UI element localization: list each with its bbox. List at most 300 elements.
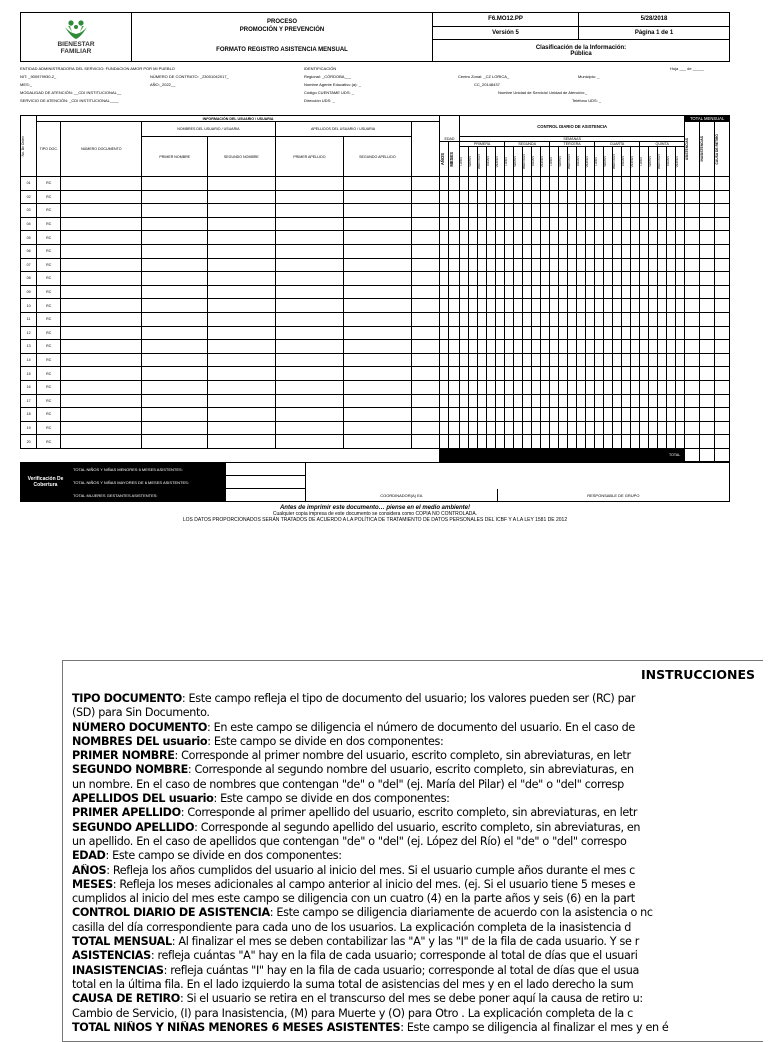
entry-cell[interactable] — [604, 435, 613, 449]
entry-cell[interactable] — [411, 231, 439, 245]
entry-cell[interactable] — [449, 285, 460, 299]
entry-cell[interactable] — [439, 326, 448, 340]
entry-cell[interactable] — [676, 421, 685, 435]
entry-cell[interactable] — [449, 326, 460, 340]
entry-cell[interactable] — [142, 367, 208, 381]
entry-cell[interactable] — [595, 244, 604, 258]
entry-cell[interactable] — [541, 408, 550, 422]
entry-cell[interactable] — [640, 285, 649, 299]
entry-cell[interactable] — [586, 204, 595, 218]
entry-cell[interactable] — [604, 340, 613, 354]
entry-cell[interactable] — [469, 244, 478, 258]
entry-cell[interactable] — [568, 204, 577, 218]
entry-cell[interactable] — [487, 272, 496, 286]
entry-cell[interactable] — [577, 408, 586, 422]
entry-cell[interactable] — [487, 258, 496, 272]
entry-cell[interactable] — [604, 394, 613, 408]
entry-cell[interactable] — [622, 190, 631, 204]
entry-cell[interactable] — [478, 231, 487, 245]
entry-cell[interactable] — [61, 177, 142, 191]
entry-cell[interactable] — [496, 177, 505, 191]
entry-cell[interactable] — [714, 394, 729, 408]
entry-cell[interactable] — [604, 244, 613, 258]
entry-cell[interactable] — [487, 326, 496, 340]
entry-cell[interactable] — [700, 394, 715, 408]
entry-cell[interactable] — [667, 312, 676, 326]
entry-cell[interactable] — [631, 367, 640, 381]
entry-cell[interactable] — [631, 231, 640, 245]
entry-cell[interactable] — [275, 367, 344, 381]
entry-cell[interactable] — [649, 326, 658, 340]
entry-cell[interactable] — [478, 217, 487, 231]
entry-cell[interactable] — [649, 421, 658, 435]
entry-cell[interactable] — [505, 353, 514, 367]
entry-cell[interactable] — [676, 435, 685, 449]
entry-cell[interactable] — [714, 190, 729, 204]
entry-cell[interactable] — [142, 299, 208, 313]
entry-cell[interactable] — [514, 421, 523, 435]
entry-cell[interactable] — [514, 177, 523, 191]
entry-cell[interactable] — [61, 299, 142, 313]
entry-cell[interactable] — [586, 367, 595, 381]
entry-cell[interactable] — [523, 177, 532, 191]
entry-cell[interactable] — [460, 421, 469, 435]
entry-cell[interactable] — [496, 367, 505, 381]
entry-cell[interactable] — [714, 244, 729, 258]
entry-cell[interactable] — [449, 204, 460, 218]
entry-cell[interactable] — [275, 204, 344, 218]
entry-cell[interactable] — [586, 380, 595, 394]
entry-cell[interactable] — [478, 285, 487, 299]
entry-cell[interactable] — [622, 299, 631, 313]
entry-cell[interactable] — [514, 190, 523, 204]
entry-cell[interactable] — [613, 394, 622, 408]
entry-cell[interactable] — [568, 177, 577, 191]
entry-cell[interactable] — [61, 435, 142, 449]
entry-cell[interactable] — [595, 177, 604, 191]
entry-cell[interactable] — [61, 421, 142, 435]
menores-value[interactable] — [226, 463, 306, 476]
entry-cell[interactable] — [449, 190, 460, 204]
entry-cell[interactable] — [505, 408, 514, 422]
entry-cell[interactable] — [550, 353, 559, 367]
entry-cell[interactable] — [714, 177, 729, 191]
entry-cell[interactable] — [714, 421, 729, 435]
entry-cell[interactable] — [208, 367, 275, 381]
entry-cell[interactable] — [275, 421, 344, 435]
entry-cell[interactable] — [658, 380, 667, 394]
entry-cell[interactable] — [667, 326, 676, 340]
entry-cell[interactable] — [541, 394, 550, 408]
entry-cell[interactable] — [541, 190, 550, 204]
entry-cell[interactable] — [496, 204, 505, 218]
entry-cell[interactable] — [550, 299, 559, 313]
entry-cell[interactable] — [577, 435, 586, 449]
entry-cell[interactable] — [496, 190, 505, 204]
entry-cell[interactable] — [604, 353, 613, 367]
entry-cell[interactable] — [613, 340, 622, 354]
entry-cell[interactable] — [649, 299, 658, 313]
entry-cell[interactable] — [514, 285, 523, 299]
entry-cell[interactable] — [275, 244, 344, 258]
entry-cell[interactable] — [676, 258, 685, 272]
entry-cell[interactable] — [685, 408, 700, 422]
entry-cell[interactable] — [469, 367, 478, 381]
entry-cell[interactable] — [469, 353, 478, 367]
entry-cell[interactable] — [595, 367, 604, 381]
entry-cell[interactable] — [559, 177, 568, 191]
entry-cell[interactable] — [523, 380, 532, 394]
entry-cell[interactable] — [496, 244, 505, 258]
entry-cell[interactable] — [275, 231, 344, 245]
entry-cell[interactable] — [640, 353, 649, 367]
entry-cell[interactable] — [586, 353, 595, 367]
entry-cell[interactable] — [577, 258, 586, 272]
entry-cell[interactable] — [595, 353, 604, 367]
entry-cell[interactable] — [61, 244, 142, 258]
entry-cell[interactable] — [496, 217, 505, 231]
entry-cell[interactable] — [439, 272, 448, 286]
entry-cell[interactable] — [460, 285, 469, 299]
entry-cell[interactable] — [649, 190, 658, 204]
entry-cell[interactable] — [505, 231, 514, 245]
entry-cell[interactable] — [541, 244, 550, 258]
entry-cell[interactable] — [208, 285, 275, 299]
entry-cell[interactable] — [344, 258, 411, 272]
entry-cell[interactable] — [559, 299, 568, 313]
entry-cell[interactable] — [700, 312, 715, 326]
entry-cell[interactable] — [559, 340, 568, 354]
entry-cell[interactable] — [559, 244, 568, 258]
entry-cell[interactable] — [559, 353, 568, 367]
entry-cell[interactable] — [478, 340, 487, 354]
entry-cell[interactable] — [505, 380, 514, 394]
entry-cell[interactable] — [514, 367, 523, 381]
entry-cell[interactable] — [208, 204, 275, 218]
entry-cell[interactable] — [550, 367, 559, 381]
entry-cell[interactable] — [568, 326, 577, 340]
entry-cell[interactable] — [439, 312, 448, 326]
entry-cell[interactable] — [550, 285, 559, 299]
entry-cell[interactable] — [469, 380, 478, 394]
entry-cell[interactable] — [496, 285, 505, 299]
entry-cell[interactable] — [595, 312, 604, 326]
entry-cell[interactable] — [595, 190, 604, 204]
entry-cell[interactable] — [61, 204, 142, 218]
entry-cell[interactable] — [568, 190, 577, 204]
entry-cell[interactable] — [550, 231, 559, 245]
entry-cell[interactable] — [469, 408, 478, 422]
entry-cell[interactable] — [208, 312, 275, 326]
entry-cell[interactable] — [208, 408, 275, 422]
entry-cell[interactable] — [640, 231, 649, 245]
entry-cell[interactable] — [640, 312, 649, 326]
entry-cell[interactable] — [469, 394, 478, 408]
entry-cell[interactable] — [514, 353, 523, 367]
entry-cell[interactable] — [613, 367, 622, 381]
entry-cell[interactable] — [676, 312, 685, 326]
entry-cell[interactable] — [667, 421, 676, 435]
entry-cell[interactable] — [439, 367, 448, 381]
entry-cell[interactable] — [411, 326, 439, 340]
entry-cell[interactable] — [649, 177, 658, 191]
entry-cell[interactable] — [649, 408, 658, 422]
entry-cell[interactable] — [469, 421, 478, 435]
entry-cell[interactable] — [487, 394, 496, 408]
entry-cell[interactable] — [514, 299, 523, 313]
entry-cell[interactable] — [460, 299, 469, 313]
entry-cell[interactable] — [568, 435, 577, 449]
entry-cell[interactable] — [631, 408, 640, 422]
entry-cell[interactable] — [460, 380, 469, 394]
entry-cell[interactable] — [439, 217, 448, 231]
entry-cell[interactable] — [460, 326, 469, 340]
entry-cell[interactable] — [411, 177, 439, 191]
entry-cell[interactable] — [595, 394, 604, 408]
entry-cell[interactable] — [667, 408, 676, 422]
entry-cell[interactable] — [586, 177, 595, 191]
entry-cell[interactable] — [541, 367, 550, 381]
entry-cell[interactable] — [640, 190, 649, 204]
entry-cell[interactable] — [523, 231, 532, 245]
entry-cell[interactable] — [460, 394, 469, 408]
entry-cell[interactable] — [631, 244, 640, 258]
entry-cell[interactable] — [478, 312, 487, 326]
entry-cell[interactable] — [514, 340, 523, 354]
entry-cell[interactable] — [460, 244, 469, 258]
entry-cell[interactable] — [541, 435, 550, 449]
entry-cell[interactable] — [449, 177, 460, 191]
entry-cell[interactable] — [613, 326, 622, 340]
entry-cell[interactable] — [667, 340, 676, 354]
entry-cell[interactable] — [411, 312, 439, 326]
entry-cell[interactable] — [344, 244, 411, 258]
entry-cell[interactable] — [478, 394, 487, 408]
entry-cell[interactable] — [344, 367, 411, 381]
entry-cell[interactable] — [61, 340, 142, 354]
entry-cell[interactable] — [613, 408, 622, 422]
entry-cell[interactable] — [568, 244, 577, 258]
entry-cell[interactable] — [685, 272, 700, 286]
entry-cell[interactable] — [622, 312, 631, 326]
entry-cell[interactable] — [142, 394, 208, 408]
entry-cell[interactable] — [275, 217, 344, 231]
entry-cell[interactable] — [604, 421, 613, 435]
entry-cell[interactable] — [344, 326, 411, 340]
entry-cell[interactable] — [505, 204, 514, 218]
entry-cell[interactable] — [550, 190, 559, 204]
entry-cell[interactable] — [667, 177, 676, 191]
entry-cell[interactable] — [640, 299, 649, 313]
entry-cell[interactable] — [344, 435, 411, 449]
entry-cell[interactable] — [460, 435, 469, 449]
entry-cell[interactable] — [613, 272, 622, 286]
entry-cell[interactable] — [439, 340, 448, 354]
entry-cell[interactable] — [714, 312, 729, 326]
entry-cell[interactable] — [595, 299, 604, 313]
entry-cell[interactable] — [411, 380, 439, 394]
entry-cell[interactable] — [449, 353, 460, 367]
entry-cell[interactable] — [685, 421, 700, 435]
entry-cell[interactable] — [568, 217, 577, 231]
entry-cell[interactable] — [714, 380, 729, 394]
entry-cell[interactable] — [449, 421, 460, 435]
entry-cell[interactable] — [505, 177, 514, 191]
entry-cell[interactable] — [532, 217, 541, 231]
entry-cell[interactable] — [667, 435, 676, 449]
entry-cell[interactable] — [622, 421, 631, 435]
entry-cell[interactable] — [460, 272, 469, 286]
entry-cell[interactable] — [577, 244, 586, 258]
entry-cell[interactable] — [559, 272, 568, 286]
entry-cell[interactable] — [523, 367, 532, 381]
entry-cell[interactable] — [411, 217, 439, 231]
entry-cell[interactable] — [595, 421, 604, 435]
entry-cell[interactable] — [676, 177, 685, 191]
entry-cell[interactable] — [685, 258, 700, 272]
entry-cell[interactable] — [439, 353, 448, 367]
entry-cell[interactable] — [640, 177, 649, 191]
entry-cell[interactable] — [469, 231, 478, 245]
entry-cell[interactable] — [550, 244, 559, 258]
entry-cell[interactable] — [640, 367, 649, 381]
entry-cell[interactable] — [700, 177, 715, 191]
gestantes-value[interactable] — [226, 489, 306, 502]
entry-cell[interactable] — [469, 190, 478, 204]
entry-cell[interactable] — [449, 340, 460, 354]
entry-cell[interactable] — [541, 258, 550, 272]
entry-cell[interactable] — [559, 312, 568, 326]
entry-cell[interactable] — [658, 394, 667, 408]
entry-cell[interactable] — [649, 258, 658, 272]
entry-cell[interactable] — [586, 244, 595, 258]
entry-cell[interactable] — [631, 258, 640, 272]
entry-cell[interactable] — [577, 394, 586, 408]
entry-cell[interactable] — [613, 204, 622, 218]
entry-cell[interactable] — [559, 421, 568, 435]
entry-cell[interactable] — [142, 272, 208, 286]
entry-cell[interactable] — [541, 326, 550, 340]
entry-cell[interactable] — [487, 380, 496, 394]
entry-cell[interactable] — [559, 435, 568, 449]
entry-cell[interactable] — [478, 272, 487, 286]
entry-cell[interactable] — [714, 272, 729, 286]
entry-cell[interactable] — [505, 272, 514, 286]
entry-cell[interactable] — [275, 435, 344, 449]
entry-cell[interactable] — [658, 272, 667, 286]
entry-cell[interactable] — [439, 177, 448, 191]
entry-cell[interactable] — [667, 285, 676, 299]
entry-cell[interactable] — [532, 258, 541, 272]
entry-cell[interactable] — [613, 231, 622, 245]
entry-cell[interactable] — [676, 190, 685, 204]
entry-cell[interactable] — [568, 312, 577, 326]
entry-cell[interactable] — [700, 435, 715, 449]
entry-cell[interactable] — [505, 394, 514, 408]
entry-cell[interactable] — [667, 190, 676, 204]
entry-cell[interactable] — [478, 258, 487, 272]
entry-cell[interactable] — [411, 299, 439, 313]
entry-cell[interactable] — [631, 340, 640, 354]
entry-cell[interactable] — [541, 340, 550, 354]
entry-cell[interactable] — [658, 285, 667, 299]
entry-cell[interactable] — [496, 353, 505, 367]
entry-cell[interactable] — [700, 190, 715, 204]
entry-cell[interactable] — [487, 340, 496, 354]
entry-cell[interactable] — [505, 190, 514, 204]
entry-cell[interactable] — [532, 312, 541, 326]
entry-cell[interactable] — [142, 285, 208, 299]
entry-cell[interactable] — [411, 340, 439, 354]
entry-cell[interactable] — [460, 312, 469, 326]
entry-cell[interactable] — [667, 299, 676, 313]
entry-cell[interactable] — [61, 312, 142, 326]
entry-cell[interactable] — [142, 353, 208, 367]
entry-cell[interactable] — [532, 435, 541, 449]
entry-cell[interactable] — [208, 421, 275, 435]
entry-cell[interactable] — [469, 258, 478, 272]
entry-cell[interactable] — [496, 340, 505, 354]
entry-cell[interactable] — [568, 367, 577, 381]
entry-cell[interactable] — [460, 367, 469, 381]
entry-cell[interactable] — [478, 408, 487, 422]
entry-cell[interactable] — [559, 190, 568, 204]
entry-cell[interactable] — [685, 326, 700, 340]
entry-cell[interactable] — [577, 421, 586, 435]
entry-cell[interactable] — [275, 299, 344, 313]
entry-cell[interactable] — [595, 435, 604, 449]
entry-cell[interactable] — [568, 408, 577, 422]
entry-cell[interactable] — [275, 408, 344, 422]
entry-cell[interactable] — [449, 217, 460, 231]
entry-cell[interactable] — [550, 217, 559, 231]
entry-cell[interactable] — [550, 326, 559, 340]
entry-cell[interactable] — [142, 190, 208, 204]
entry-cell[interactable] — [460, 204, 469, 218]
entry-cell[interactable] — [622, 272, 631, 286]
entry-cell[interactable] — [676, 367, 685, 381]
entry-cell[interactable] — [622, 177, 631, 191]
entry-cell[interactable] — [700, 380, 715, 394]
entry-cell[interactable] — [714, 340, 729, 354]
entry-cell[interactable] — [142, 217, 208, 231]
entry-cell[interactable] — [685, 353, 700, 367]
entry-cell[interactable] — [676, 394, 685, 408]
entry-cell[interactable] — [595, 408, 604, 422]
entry-cell[interactable] — [439, 190, 448, 204]
entry-cell[interactable] — [649, 353, 658, 367]
entry-cell[interactable] — [478, 353, 487, 367]
entry-cell[interactable] — [61, 326, 142, 340]
entry-cell[interactable] — [411, 408, 439, 422]
entry-cell[interactable] — [496, 380, 505, 394]
entry-cell[interactable] — [505, 421, 514, 435]
entry-cell[interactable] — [487, 421, 496, 435]
entry-cell[interactable] — [61, 231, 142, 245]
entry-cell[interactable] — [667, 367, 676, 381]
entry-cell[interactable] — [275, 340, 344, 354]
entry-cell[interactable] — [586, 340, 595, 354]
entry-cell[interactable] — [496, 258, 505, 272]
entry-cell[interactable] — [577, 367, 586, 381]
entry-cell[interactable] — [541, 421, 550, 435]
entry-cell[interactable] — [523, 285, 532, 299]
entry-cell[interactable] — [523, 190, 532, 204]
entry-cell[interactable] — [700, 244, 715, 258]
entry-cell[interactable] — [532, 340, 541, 354]
entry-cell[interactable] — [714, 408, 729, 422]
entry-cell[interactable] — [541, 299, 550, 313]
